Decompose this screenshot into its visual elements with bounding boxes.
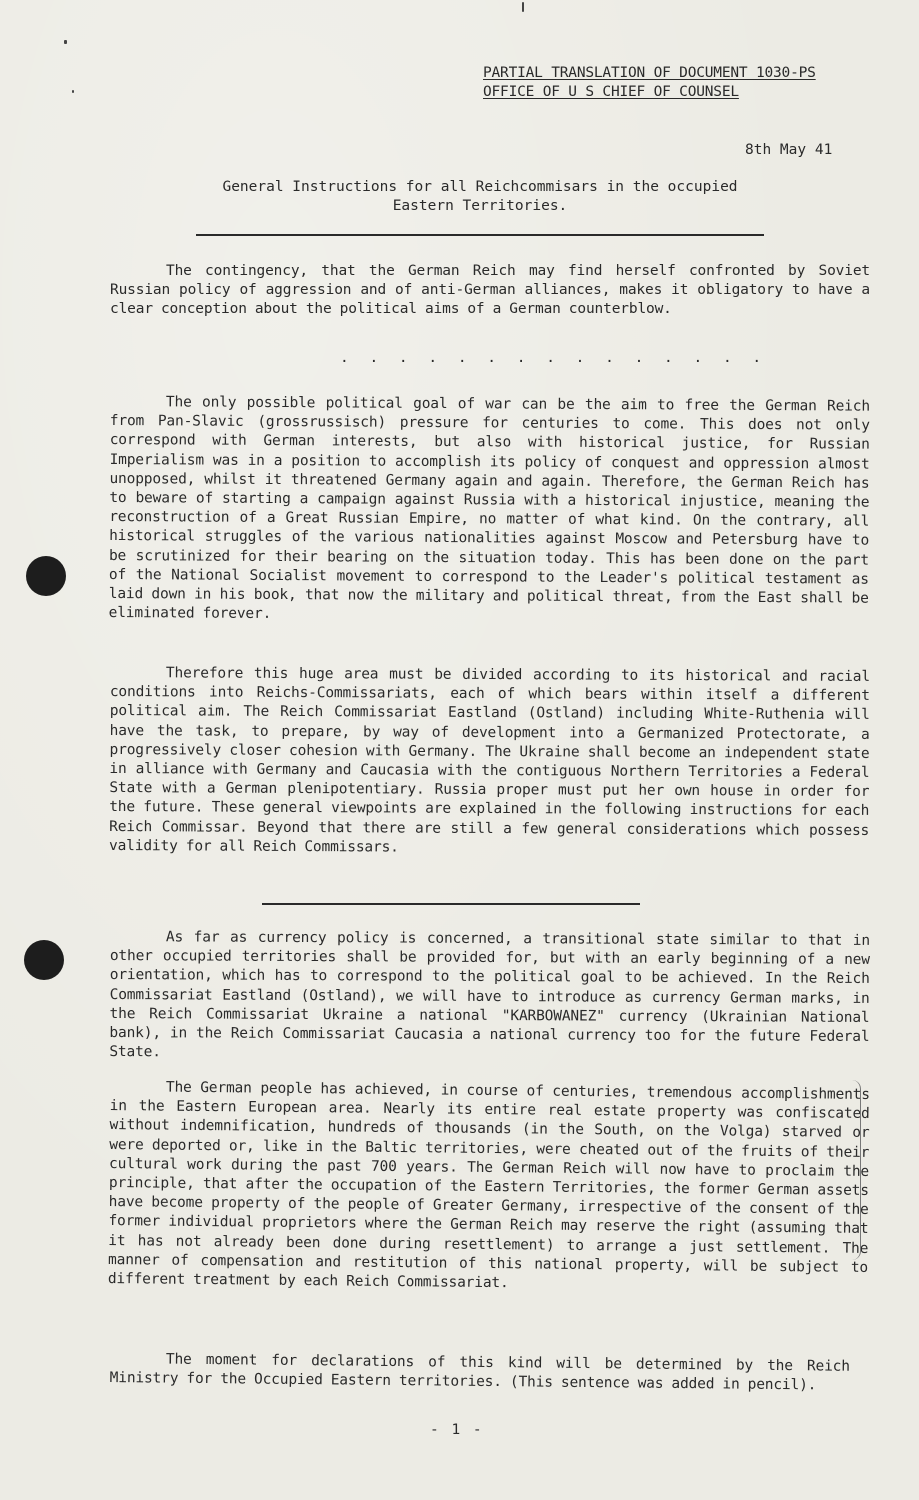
title-line-2: Eastern Territories. [392,198,568,214]
punch-hole [26,556,66,596]
page-number: - 1 - [430,1422,484,1438]
punch-hole [24,940,64,980]
margin-pencil-bracket [852,1080,861,1260]
document-header [483,64,816,102]
document-date: 8th May 41 [745,142,833,158]
paragraph-6: The moment for declarations of this kind will be determined by the Reich Ministry for the Occupied Eastern territories. (This sentence was added in pencil). [109,1351,850,1394]
paragraph-5: The German people has achieved, in course of centuries, tremendous accomplishments in the Eastern European area. Nearly its entire real estate property was confiscated without indemnification, hundreds of thousands (in the South, on the Volga) starved or were deported or, like in the Baltic territories, were cheated out of the fruits of their cultural work during the past 700 years. The German Reich will now have to proclaim the principle, that after the occupation of the Eastern Territories, the former German assets have become property of the people of Greater Germany, irrespective of the consent of the former individual proprietors where the German Reich may reserve the right (assuming that it has not already been done during resettlement) to arrange a just settlement. The manner of compensation and restitution of this national property, will be subject to different treatment by each Reich Commissariat. [107,1079,870,1292]
paragraph-3: Therefore this huge area must be divided according to its historical and racial conditions into Reichs-Commissariats, each of which bears within itself a different political aim. The Reich Commissariat Eastland (Ostland) including White-Ruthenia will have the task, to prepare, by way of development into a Germanized Protectorate, a progressively closer cohesion with Germany. The Ukraine shall become an independent state in alliance with Germany and Caucasia with the contiguous Northern Territories a Federal State with a German plenipotentiary. Russia proper must put her own house in order for the future. These general viewpoints are explained in the following instructions for each Reich Commissar. Beyond that there are still a few general considerations which possess validity for all Reich Commissars. [109,665,870,856]
header-line-2: OFFICE OF U S CHIEF OF COUNSEL [483,84,739,100]
ink-speck [64,40,67,44]
paragraph-1: The contingency, that the German Reich may find herself confronted by Soviet Russian policy of aggression and of anti-German alliances, makes it obligatory to have a clear conception about the political aims of a German counterblow. [110,263,870,318]
section-divider-rule [262,903,640,905]
document-title [170,178,790,216]
dotted-separator: . . . . . . . . . . . . . . . [340,350,768,366]
header-line-1: PARTIAL TRANSLATION OF DOCUMENT 1030-PS [483,65,816,81]
paragraph-4: As far as currency policy is concerned, a transitional state similar to that in other occupied territories shall be provided for, but with an early beginning of a new orientation, which has to correspond to the political goal to be achieved. In the Reich Commissariat Eastland (Ostland), we will have to introduce as currency German marks, in the Reich Commissariat Ukraine a national "KARBOWANEZ" currency (Ukrainian National bank), in the Reich Commissariat Caucasia a national currency too for the future Federal State. [109,929,870,1061]
ink-speck [522,2,524,12]
paragraph-2: The only possible political goal of war can be the aim to free the German Reich from Pan-Slavic (grossrussisch) pressure for centuries to come. This does not only correspond with German interests, but also with historical justice, for Russian Imperialism was in a position to accomplish its policy of conquest and oppression almost unopposed, whilst it threatened Germany again and again. Therefore, the German Reich has to beware of starting a campaign against Russia with a historical injustice, meaning the reconstruction of a Great Russian Empire, no matter of what kind. On the contrary, all historical struggles of the various nationalities against Moscow and Petersburg have to be scrutinized for their bearing on the situation today. This has been done on the part of the National Socialist movement to correspond to the Leader's political testament as laid down in his book, that now the military and political threat, from the East shall be eliminated forever. [108,394,870,623]
title-line-1: General Instructions for all Reichcommisars in the occupied [222,179,738,195]
title-underline-rule [196,234,764,236]
ink-speck [72,90,74,93]
